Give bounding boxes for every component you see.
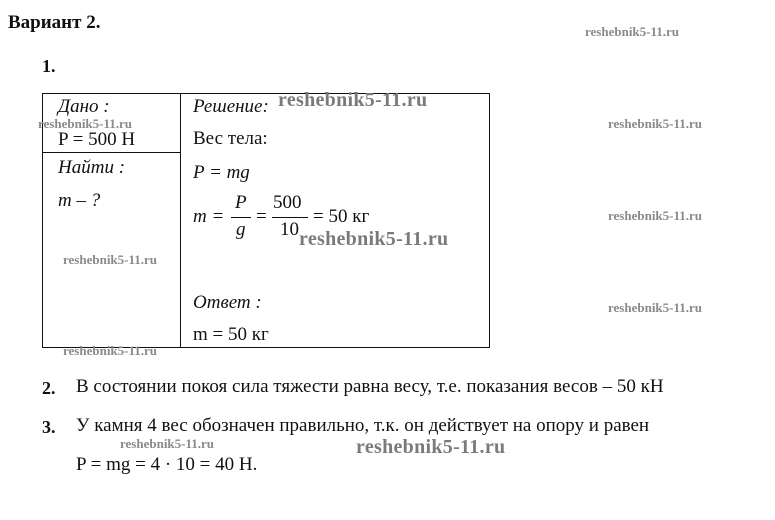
fraction-500-numerator: 500 bbox=[273, 192, 302, 213]
watermark: reshebnik5-11.ru bbox=[608, 208, 703, 223]
formula-m-lhs: m = bbox=[193, 206, 225, 227]
problem-1-number: 1. bbox=[42, 56, 56, 76]
problem-3-text-line1: У камня 4 вес обозначен правильно, т.к. он действует на опору и равен bbox=[76, 415, 650, 436]
body-weight-label: Вес тела: bbox=[193, 128, 268, 149]
find-value: m – ? bbox=[58, 190, 101, 211]
watermark: reshebnik5-11.ru bbox=[63, 252, 158, 267]
watermark: reshebnik5-11.ru bbox=[585, 24, 680, 39]
problem-3-number: 3. bbox=[42, 417, 56, 437]
table-middle-divider bbox=[180, 93, 181, 348]
fraction-p-over-g bbox=[231, 192, 251, 244]
equals-sign: = bbox=[256, 206, 267, 227]
watermark-large: reshebnik5-11.ru bbox=[356, 436, 506, 458]
fraction-p-numerator: P bbox=[235, 192, 247, 213]
formula-m-result: = 50 кг bbox=[313, 206, 370, 227]
variant-title: Вариант 2. bbox=[8, 12, 101, 33]
watermark: reshebnik5-11.ru bbox=[63, 343, 158, 358]
fraction-bar bbox=[272, 217, 308, 218]
solution-label: Решение: bbox=[193, 96, 269, 117]
answer-label: Ответ : bbox=[193, 292, 262, 313]
watermark-large: reshebnik5-11.ru bbox=[278, 89, 428, 111]
watermark: reshebnik5-11.ru bbox=[38, 116, 133, 131]
fraction-g-denominator: g bbox=[236, 219, 246, 240]
watermark-large: reshebnik5-11.ru bbox=[299, 228, 449, 250]
answer-value: m = 50 кг bbox=[193, 324, 269, 345]
given-find-divider bbox=[42, 152, 181, 153]
table-right-border bbox=[489, 93, 490, 348]
problem-2-text: В состоянии покоя сила тяжести равна весу, т.е. показания весов – 50 кН bbox=[76, 376, 664, 397]
watermark: reshebnik5-11.ru bbox=[608, 300, 703, 315]
formula-p: P = mg bbox=[193, 162, 250, 183]
problem-2-number: 2. bbox=[42, 378, 56, 398]
fraction-bar bbox=[231, 217, 251, 218]
fraction-10-denominator: 10 bbox=[280, 219, 299, 240]
watermark: reshebnik5-11.ru bbox=[120, 436, 215, 451]
watermark: reshebnik5-11.ru bbox=[608, 116, 703, 131]
find-label: Найти : bbox=[58, 157, 126, 178]
given-label: Дано : bbox=[58, 96, 110, 117]
problem-3-text-line2: P = mg = 4 · 10 = 40 Н. bbox=[76, 454, 258, 475]
given-value: P = 500 Н bbox=[58, 129, 136, 150]
